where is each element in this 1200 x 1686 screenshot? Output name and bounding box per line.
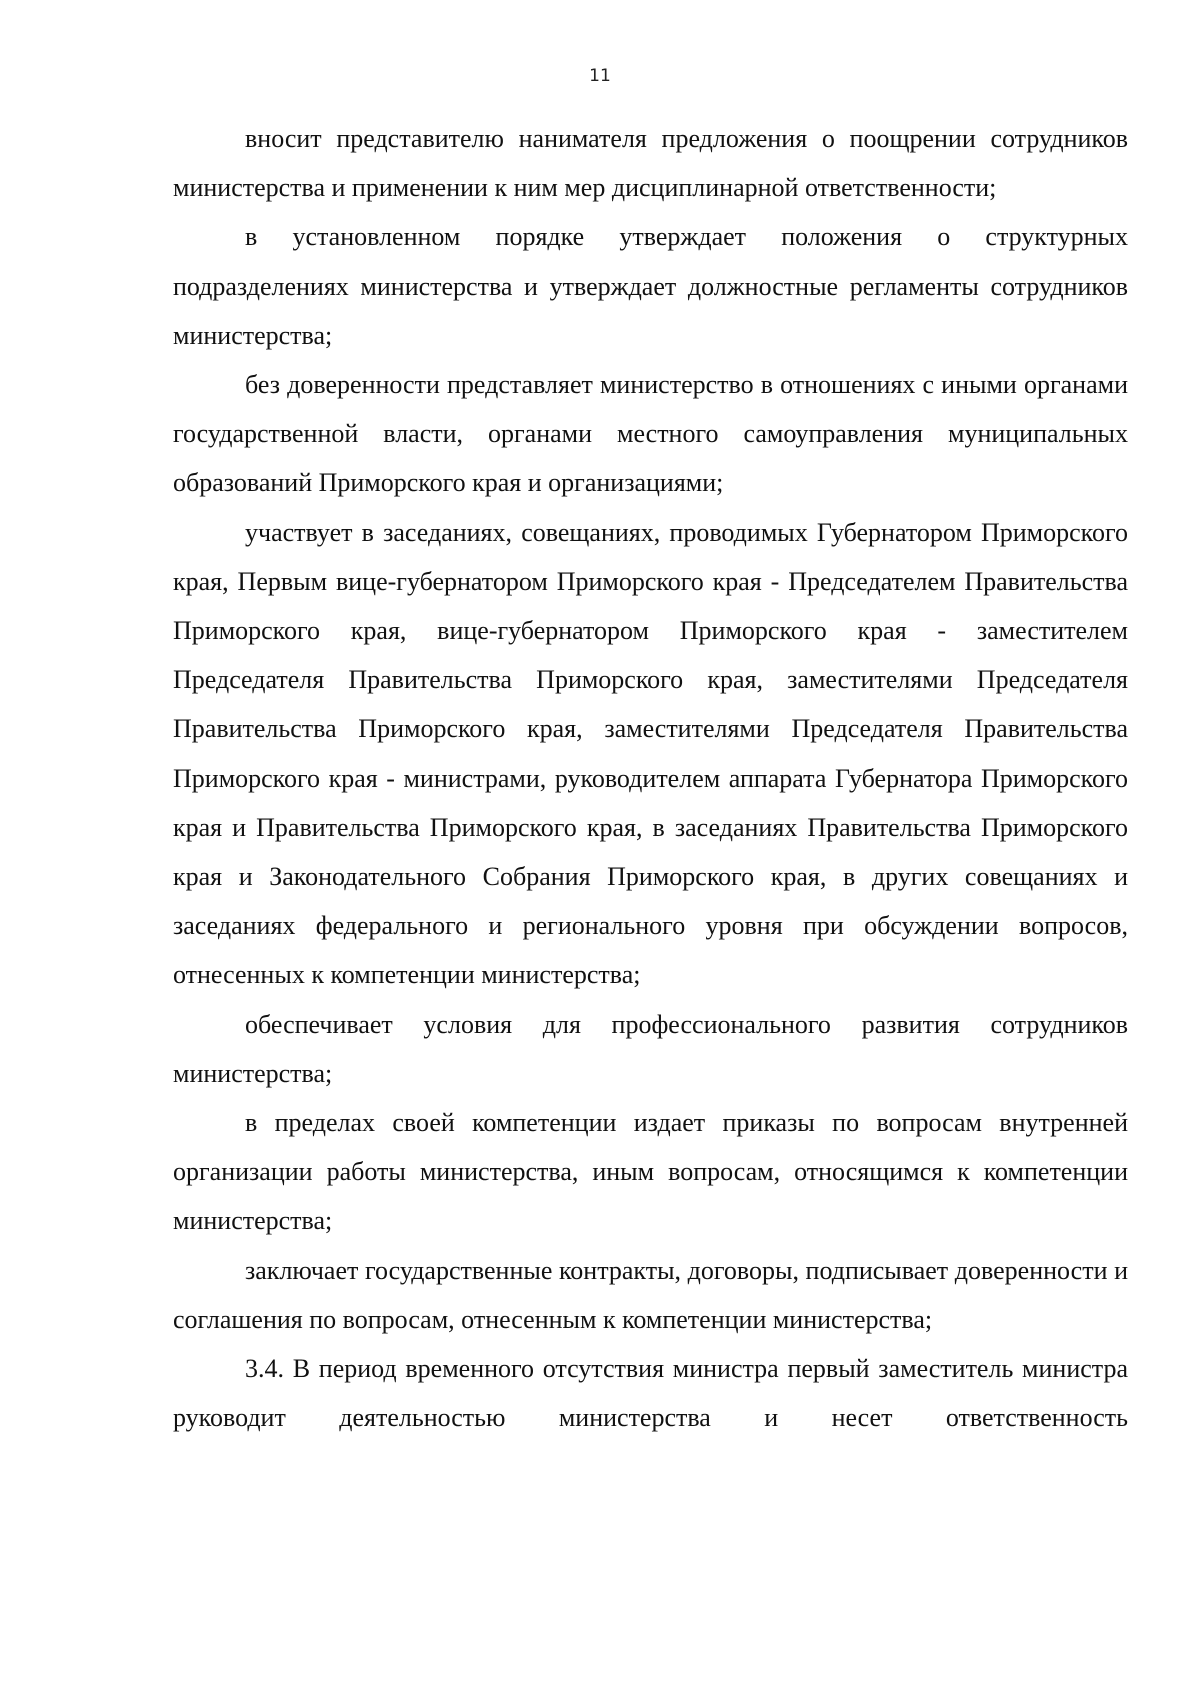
paragraph-representation: без доверенности представляет министерство в отношениях с иными органами государственной власти, органами местного самоуправления муниципальных образований Приморского края и организациями;	[173, 370, 1128, 498]
page-number: 11	[589, 66, 611, 86]
paragraph-orders: в пределах своей компетенции издает приказы по вопросам внутренней организации работы министерства, иным вопросам, относящимся к компетенции министерства;	[173, 1108, 1128, 1236]
document-body	[173, 114, 1128, 1442]
paragraph-contracts: заключает государственные контракты, договоры, подписывает доверенности и соглашения по вопросам, отнесенным к компетенции министерства;	[173, 1255, 1128, 1334]
paragraph-professional-development: обеспечивает условия для профессионального развития сотрудников министерства;	[173, 1009, 1128, 1088]
paragraph-section-3-4: 3.4. В период временного отсутствия министра первый заместитель министра руководит деятельностью министерства и несет ответственность	[173, 1354, 1128, 1433]
paragraph-regulations: в установленном порядке утверждает положения о структурных подразделениях министерства и утверждает должностные регламенты сотрудников министерства;	[173, 222, 1128, 350]
paragraph-meetings: участвует в заседаниях, совещаниях, проводимых Губернатором Приморского края, Первым вице-губернатором Приморского края - Председателем Правительства Приморского края, вице-губернатором Приморского края - заместителем Председателя Правительства Приморского края, заместителями Председателя Правительства Приморского края, заместителями Председателя Правительства Приморского края - министрами, руководителем аппарата Губернатора Приморского края и Правительства Приморского края, в заседаниях Правительства Приморского края и Законодательного Собрания Приморского края, в других совещаниях и заседаниях федерального и регионального уровня при обсуждении вопросов, отнесенных к компетенции министерства;	[173, 517, 1128, 990]
paragraph-incentives: вносит представителю нанимателя предложения о поощрении сотрудников министерства и применении к ним мер дисциплинарной ответственности;	[173, 124, 1128, 203]
